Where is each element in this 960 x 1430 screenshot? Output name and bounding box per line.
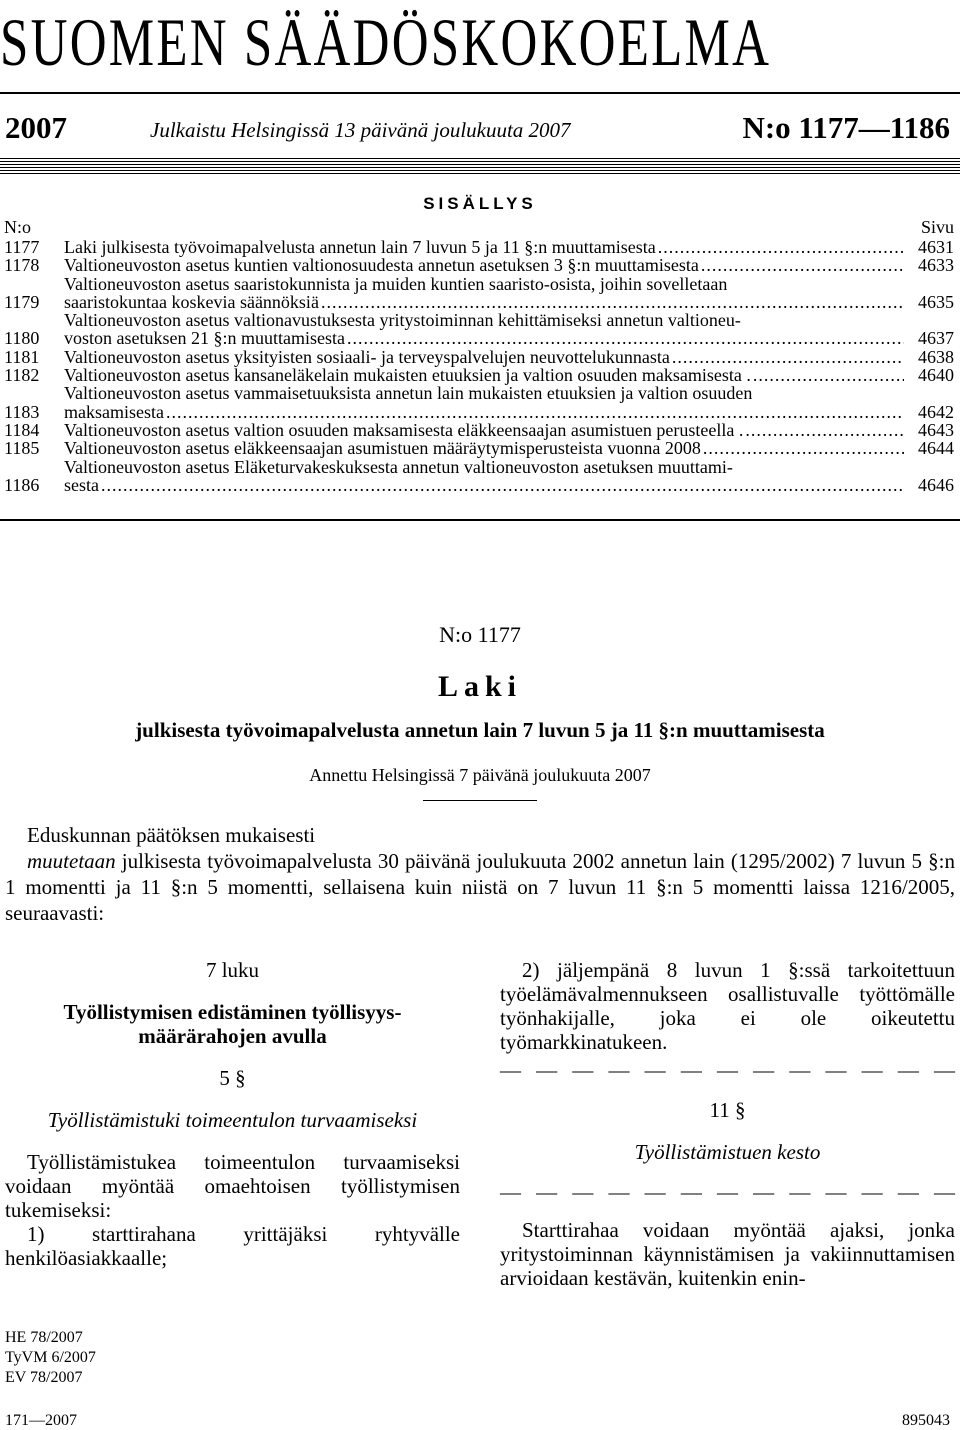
toc-entry-title [64,439,908,457]
toc-entry-number: 1178 [4,255,40,276]
section-11-title: Työllistämistuen kesto [634,1140,821,1164]
toc-entry [4,256,954,274]
toc-entry-number: 1183 [4,401,40,422]
toc-entry-page: 4646 [918,474,954,495]
footer-code-right: 895043 [902,1412,950,1429]
toc-entry [4,421,954,439]
toc-entry-line [64,403,908,421]
toc-entry [4,238,954,256]
toc-entry-number: 1177 [4,237,40,257]
toc-leader-dots [703,439,904,457]
gazette-title: SUOMEN SÄÄDÖSKOKOELMA [0,4,772,80]
reference-ev: EV 78/2007 [5,1369,83,1386]
toc-entry-text: Valtioneuvoston asetus yksityisten sosiaali- ja terveyspalvelujen neuvottelukunnasta [64,346,670,367]
toc-entry-number: 1181 [4,346,40,367]
toc-entry [4,458,954,495]
chapter-number: 7 luku [205,958,260,982]
toc-entry-line [64,384,908,402]
toc-entry-page: 4631 [918,237,954,257]
toc-entry-page: 4635 [918,291,954,312]
toc-entry-line [64,275,908,293]
toc-entry-text: Valtioneuvoston asetus valtionavustuksesta yritystoiminnan kehittämiseksi annetun valtioneu- [64,310,741,331]
toc-entry-page: 4637 [918,328,954,349]
toc-leader-dots [101,476,904,494]
toc-entry-text: voston asetuksen 21 §:n muuttamisesta [64,328,345,349]
toc-entry-title [64,275,908,312]
toc-leader-dots [347,329,904,347]
toc-entry [4,439,954,457]
toc-entry-text: Valtioneuvoston asetus vammaisetuuksista annetun lain mukaisten etuuksien ja valtion osuuden [64,383,753,404]
toc-entry-title [64,458,908,495]
section-5-para-1: Työllistämistukea toimeentulon turvaamiseksi voidaan myöntää omaehtoisen työllistymisen tukemiseksi: [5,1150,460,1222]
toc-entry-text: Valtioneuvoston asetus kansaneläkelain mukaisten etuuksien ja valtion osuuden maksamisesta . [64,365,751,386]
toc-leader-dots [658,238,904,256]
toc-entry-number: 1184 [4,419,40,440]
toc-leader-dots [672,348,904,366]
legislative-references [5,1328,96,1388]
toc-entry-line [64,476,908,494]
toc-entry-text: Valtioneuvoston asetus valtion osuuden maksamisesta eläkkeensaajan asumistuen perusteella . [64,419,744,440]
section-11-para: Starttirahaa voidaan myöntää ajaksi, jonka yritystoiminnan käynnistämisen ja vakiinnuttamisen arvioidaan kestävän, kuitenkin enin- [500,1218,955,1290]
toc-leader-dots [321,293,904,311]
toc-entry-line [64,439,908,457]
toc-leader-dots [701,256,904,274]
toc-entry-title [64,238,908,256]
toc-entry-line [64,366,908,384]
masthead-hatch-rule [0,158,960,174]
toc-entry-line [64,348,908,366]
toc-entry-line [64,311,908,329]
toc-entry-number: 1185 [4,438,40,459]
toc-col-number: N:o [4,217,31,237]
toc-entry-number: 1180 [4,328,40,349]
toc-entry-line [64,293,908,311]
toc-entry-page: 4633 [918,255,954,276]
toc-entry-line [64,238,908,256]
toc-entry-number: 1182 [4,365,40,386]
toc-entry-number: 1179 [4,291,40,312]
act-date: Annettu Helsingissä 7 päivänä joulukuuta 2007 [309,765,651,785]
preamble-amendment [5,848,955,926]
preamble-verb: muutetaan [27,849,116,873]
gazette-year: 2007 [5,110,67,145]
toc-entry-page: 4640 [918,365,954,386]
toc-entry-line [64,329,908,347]
act-number: N:o 1177 [439,622,521,647]
toc-entry-title [64,366,908,384]
preamble-text: julkisesta työvoimapalvelusta 30 päivänä joulukuuta 2002 annetun lain (1295/2002) 7 luvun 5 §:n 1 momentti ja 11 §:n 5 momentti, sellaisena kuin niistä on 7 luvun 11 §:n 5 momentti laissa 1216/2005, seuraavasti: [5,849,955,925]
toc-entry-text: Valtioneuvoston asetus saaristokunnista ja muiden kuntien saaristo-osista, joihin sovelletaan [64,273,728,294]
issue-numbers: N:o 1177—1186 [742,110,950,145]
left-column [5,958,460,1270]
reference-tyvm: TyVM 6/2007 [5,1349,96,1366]
toc-entry-title [64,311,908,348]
right-column [500,958,955,1290]
toc-entry-page: 4644 [918,438,954,459]
toc-entry [4,311,954,348]
toc-entry-title [64,384,908,421]
chapter-title: Työllistymisen edistäminen työllisyys-määrärahojen avulla [63,1000,402,1048]
title-divider [423,800,537,801]
reference-he: HE 78/2007 [5,1329,83,1346]
act-title: julkisesta työvoimapalvelusta annetun lain 7 luvun 5 ja 11 §:n muuttamisesta [135,718,825,742]
section-5-title: Työllistämistuki toimeentulon turvaamiseksi [47,1108,418,1132]
act-type: Laki [437,670,523,703]
toc-entry [4,275,954,312]
toc-entry-line [64,458,908,476]
toc-entry-title [64,348,908,366]
section-5-para-2: 1) starttirahana yrittäjäksi ryhtyvälle henkilöasiakkaalle; [5,1222,460,1270]
toc-entry-number: 1186 [4,474,40,495]
toc-entry-text: Valtioneuvoston asetus Eläketurvakeskuksesta annetun valtioneuvoston asetuksen muuttami- [64,456,733,477]
preamble [5,822,955,926]
section-5-para-3: 2) jäljempänä 8 luvun 1 §:ssä tarkoitettuun työelämävalmennukseen osallistuvalle työttömälle työnhakijalle, joka ei ole oikeutettu työmarkkinatukeen. [500,958,955,1054]
toc-leader-dots [753,366,904,384]
toc-entry-page: 4642 [918,401,954,422]
toc-leader-dots [166,403,904,421]
toc-entry-text: saaristokuntaa koskevia säännöksiä [64,291,319,312]
toc-entry-text: Valtioneuvoston asetus kuntien valtionosuudesta annetun asetuksen 3 §:n muuttamisesta [64,255,699,276]
section-5-heading: 5 § [219,1066,246,1090]
toc-entry [4,384,954,421]
preamble-enactment: Eduskunnan päätöksen mukaisesti [27,823,316,847]
toc-entry-text: Laki julkisesta työvoimapalvelusta annetun lain 7 luvun 5 ja 11 §:n muuttamisesta [64,237,656,257]
masthead-rule-top [0,92,960,94]
toc-leader-dots [745,421,904,439]
toc-entry-text: sesta [64,474,99,495]
omission-dashes-1: — — — — — — — — — — — — — [500,1058,955,1082]
toc-entry-title [64,256,908,274]
toc-heading: SISÄLLYS [423,194,537,213]
toc-entry-page: 4638 [918,346,954,367]
omission-dashes-2: — — — — — — — — — — — — — [500,1180,955,1204]
publication-date: Julkaistu Helsingissä 13 päivänä joulukuuta 2007 [150,118,571,142]
section-11-heading: 11 § [709,1098,746,1122]
toc-entry-text: maksamisesta [64,401,164,422]
toc-entry [4,348,954,366]
toc-entry-page: 4643 [918,419,954,440]
toc-entry [4,366,954,384]
footer-code-left: 171—2007 [5,1412,77,1429]
toc-entry-line [64,256,908,274]
toc-col-page: Sivu [920,217,954,237]
toc-entry-title [64,421,908,439]
toc-bottom-rule [0,519,960,521]
toc-entry-line [64,421,908,439]
toc-list [4,238,954,494]
toc-entry-text: Valtioneuvoston asetus eläkkeensaajan asumistuen määräytymisperusteista vuonna 2008 [64,438,701,459]
